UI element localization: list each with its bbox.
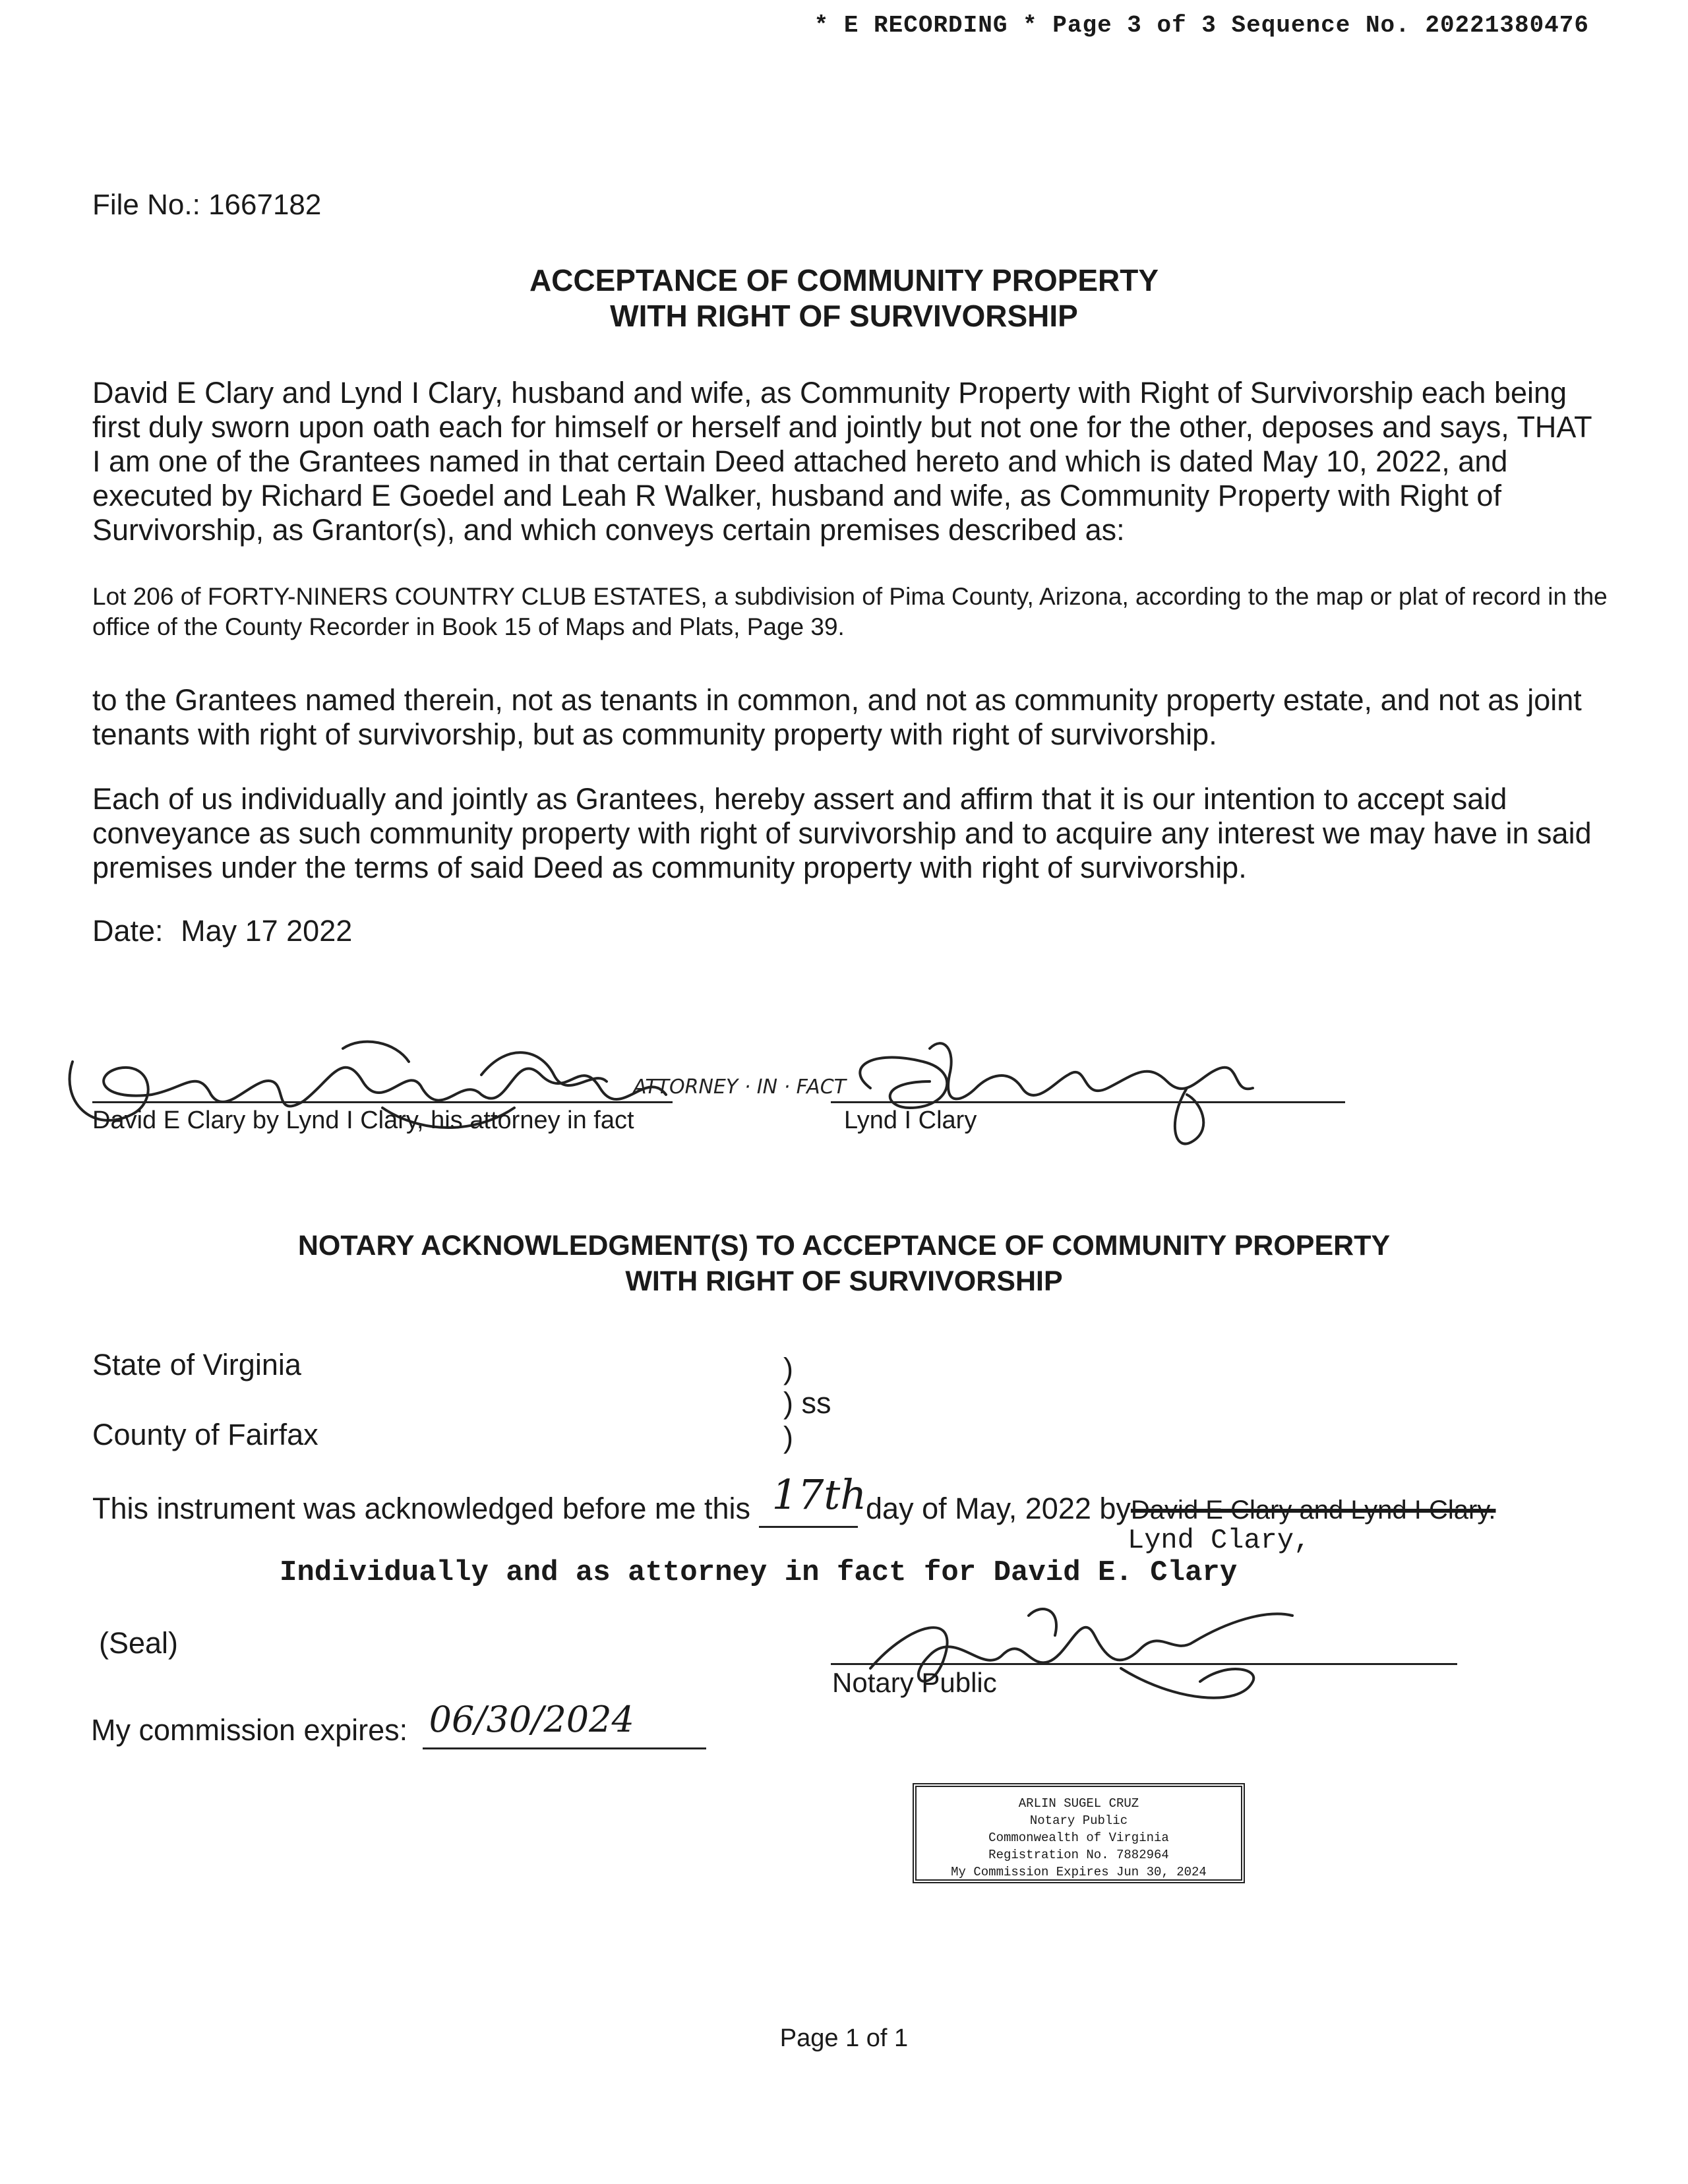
signature-label-david: David E Clary by Lynd I Clary, his attorney in fact [92, 1107, 634, 1134]
signature-label-lynd: Lynd I Clary [844, 1107, 977, 1134]
signature-line-lynd [831, 1101, 1345, 1103]
venue-paren-bottom: ) [783, 1420, 793, 1454]
seal-label: (Seal) [99, 1626, 179, 1660]
date-label: Date: [92, 914, 164, 948]
notary-signature-line [831, 1663, 1457, 1665]
page-footer: Page 1 of 1 [779, 2024, 909, 2052]
commission-label: My commission expires: [91, 1713, 408, 1747]
legal-description: Lot 206 of FORTY-NINERS COUNTRY CLUB ESTATES, a subdivision of Pima County, Arizona, according to the map or plat of record in the office of the County Recorder in Book 15 of Maps and Plats, Page 39. [92, 583, 1608, 640]
date-line [92, 914, 352, 948]
notary-title [0, 1228, 1688, 1299]
venue-paren-top: ) [783, 1352, 793, 1385]
venue-county: County of Fairfax [92, 1418, 318, 1451]
stamp-line-name: ARLIN SUGEL CRUZ [1018, 1796, 1139, 1811]
stamp-line-commonwealth: Commonwealth of Virginia [988, 1831, 1169, 1845]
ack-prefix: This instrument was acknowledged before me this [92, 1492, 750, 1525]
file-number-label: File No.: [92, 189, 200, 221]
venue-paren-ss: ) ss [783, 1386, 831, 1420]
acceptance-title-line1: ACCEPTANCE OF COMMUNITY PROPERTY [529, 263, 1159, 297]
handwritten-attorney-note: ATTORNEY · IN · FACT [633, 1076, 846, 1099]
grantees-paragraph: David E Clary and Lynd I Clary, husband and wife, as Community Property with Right of Survivorship each being first duly sworn upon oath each for himself or herself and jointly but not one for the other, deposes and says, THAT I am one of the Grantees named in that certain Deed attached hereto and which is dated May 10, 2022, and executed by Richard E Goedel and Leah R Walker, husband and wife, as Community Property with Right of Survivorship, as Grantor(s), and which conveys certain premises described as: [92, 376, 1592, 547]
notary-title-line2: WITH RIGHT OF SURVIVORSHIP [625, 1265, 1063, 1297]
grantee-signatures-handwriting [53, 1009, 1345, 1161]
date-value: May 17 2022 [181, 914, 353, 948]
affirmation-paragraph: Each of us individually and jointly as Grantees, hereby assert and affirm that it is our intention to accept said conveyance as such community property with right of survivorship and to acquire any interest we may have in said premises under the terms of said Deed as community property with right of survivorship. [92, 782, 1592, 884]
notary-title-line1: NOTARY ACKNOWLEDGMENT(S) TO ACCEPTANCE OF COMMUNITY PROPERTY [297, 1230, 1391, 1261]
acceptance-title-line2: WITH RIGHT OF SURVIVORSHIP [610, 299, 1078, 333]
stamp-line-expiration: My Commission Expires Jun 30, 2024 [951, 1865, 1207, 1879]
ack-suffix: day of May, 2022 by [866, 1492, 1131, 1525]
ack-day-handwritten: 17th [771, 1471, 867, 1519]
commission-line [91, 1699, 706, 1749]
commission-handwritten: 06/30/2024 [429, 1699, 634, 1740]
commission-blank [423, 1699, 706, 1749]
signature-line-david [92, 1101, 673, 1103]
tenancy-paragraph: to the Grantees named therein, not as tenants in common, and not as community property estate, and not as joint tenants with right of survivorship, but as community property with right of survivorship. [92, 683, 1582, 751]
acceptance-title [0, 262, 1688, 334]
file-number-value: 1667182 [208, 189, 322, 221]
stamp-line-title: Notary Public [1029, 1813, 1128, 1828]
file-number [92, 189, 321, 222]
stamp-line-registration: Registration No. 7882964 [988, 1848, 1169, 1862]
typed-insert-capacity: Individually and as attorney in fact for David E. Clary [280, 1556, 1238, 1589]
typed-insert-name: Lynd Clary, [1128, 1525, 1311, 1556]
notary-public-label: Notary Public [832, 1667, 997, 1698]
ack-struck-names: David E Clary and Lynd I Clary. [1130, 1496, 1496, 1525]
notary-stamp [913, 1783, 1245, 1883]
venue-state: State of Virginia [92, 1348, 301, 1381]
ack-day-blank [759, 1471, 867, 1528]
recording-header: * E RECORDING * Page 3 of 3 Sequence No. 20221380476 [814, 12, 1589, 39]
acknowledgment-line [92, 1471, 1496, 1528]
